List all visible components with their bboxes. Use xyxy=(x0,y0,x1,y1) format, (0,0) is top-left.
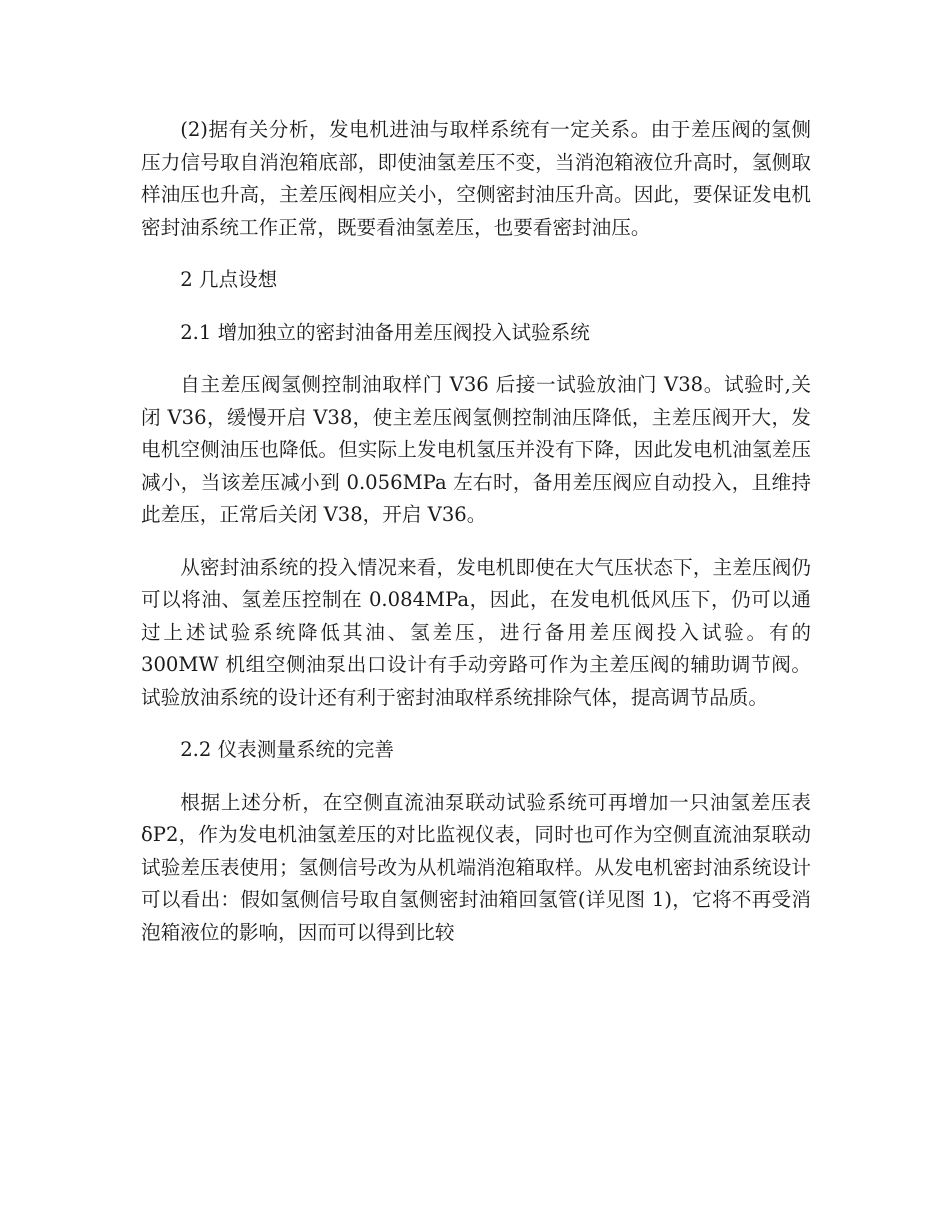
spacer xyxy=(141,532,811,552)
document-page xyxy=(141,114,811,949)
subsection-heading-2-1: 2.1 增加独立的密封油备用差压阀投入试验系统 xyxy=(180,320,590,344)
spacer xyxy=(141,297,811,317)
paragraph-test-valve: 自主差压阀氢侧控制油取样门 V36 后接一试验放油门 V38。试验时,关闭 V36，缓慢开启 V38，使主差压阀氢侧控制油压降低，主差压阀开大，发电机空侧油压也降低。但实际上发电机氢压并没有下降，因此发电机油氢差压减小，当该差压减小到 0.056MPa 左右时，备用差压阀应自动投入，且维持此差压，正常后关闭 V38，开启 V36。 xyxy=(141,373,811,526)
section-heading-2: 2 几点设想 xyxy=(180,268,278,291)
paragraph-analysis: (2)据有关分析，发电机进油与取样系统有一定关系。由于差压阀的氢侧压力信号取自消泡箱底部，即使油氢差压不变，当消泡箱液位升高时，氢侧取样油压也升高，主差压阀相应关小，空侧密封油压升高。因此，要保证发电机密封油系统工作正常，既要看油氢差压，也要看密封油压。 xyxy=(141,118,811,239)
spacer xyxy=(141,767,811,787)
spacer xyxy=(141,714,811,734)
spacer xyxy=(141,349,811,369)
paragraph-seal-oil-system: 从密封油系统的投入情况来看，发电机即使在大气压状态下，主差压阀仍可以将油、氢差压控制在 0.084MPa，因此，在发电机低风压下，仍可以通过上述试验系统降低其油、氢差压，进行备用差压阀投入试验。有的 300MW 机组空侧油泵出口设计有手动旁路可作为主差压阀的辅助调节阀。试验放油系统的设计还有利于密封油取样系统排除气体，提高调节品质。 xyxy=(141,555,811,709)
spacer xyxy=(141,244,811,264)
paragraph-instrumentation: 根据上述分析，在空侧直流油泵联动试验系统可再增加一只油氢差压表 δP2，作为发电机油氢差压的对比监视仪表，同时也可作为空侧直流油泵联动试验差压表使用；氢侧信号改为从机端消泡箱取样。从发电机密封油系统设计可以看出：假如氢侧信号取自氢侧密封油箱回氢管(详见图 1)，它将不再受消泡箱液位的影响，因而可以得到比较 xyxy=(141,790,811,944)
subsection-heading-2-2: 2.2 仪表测量系统的完善 xyxy=(180,738,394,761)
